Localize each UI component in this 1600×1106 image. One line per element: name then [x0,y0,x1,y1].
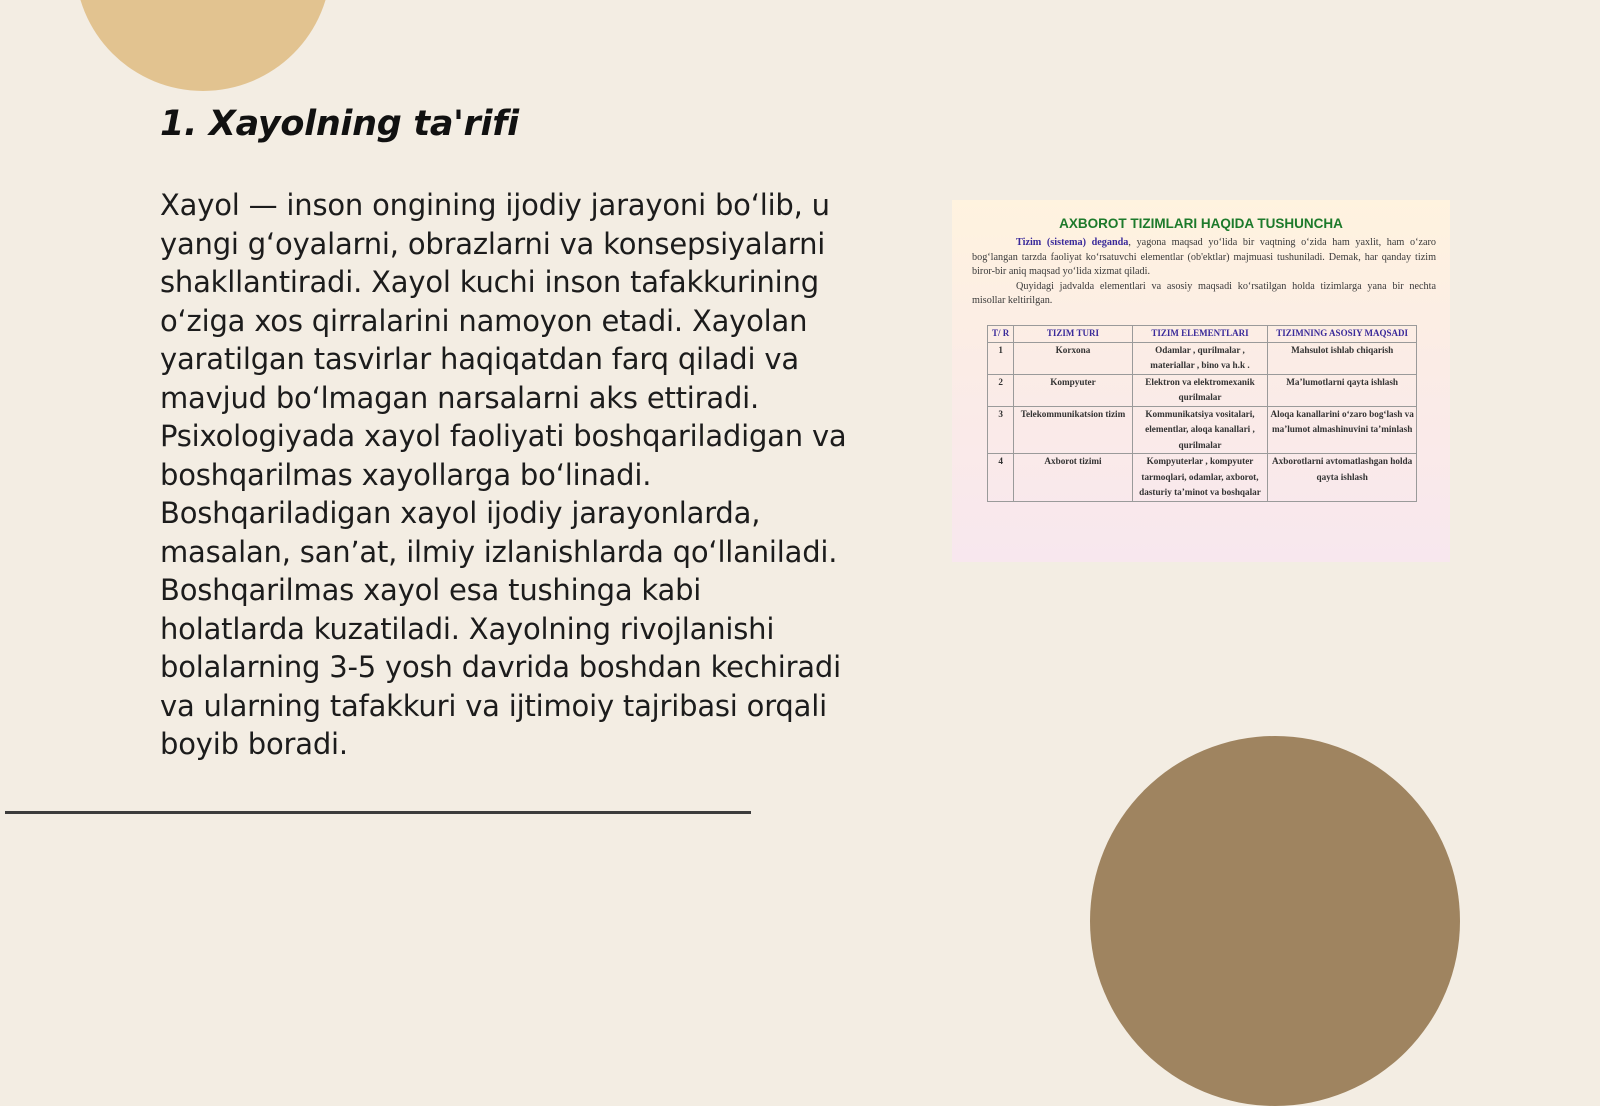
table-row [988,342,1417,374]
table-cell: Kommunikatsiya vositalari, elementlar, aloqa kanallari , qurilmalar [1132,406,1268,454]
table-row [988,454,1417,502]
slide-title: 1. Xayolning ta'rifi [160,104,519,144]
table-header-cell: TIZIM ELEMENTLARI [1132,326,1268,343]
table-row [988,406,1417,454]
table-cell: Elektron va elektromexanik qurilmalar [1132,374,1268,406]
document-heading: AXBOROT TIZIMLARI HAQIDA TUSHUNCHA [1059,216,1343,231]
document-paragraph-2: Quyidagi jadvalda elementlari va asosiy maqsadi ko‘rsatilgan holda tizimlarga yana bir nechta misollar keltirilgan. [972,280,1436,306]
table-cell: Mahsulot ishlab chiqarish [1268,342,1417,374]
decorative-circle-bottom [1090,736,1460,1106]
table-header-cell: TIZIM TURI [1014,326,1132,343]
document-paragraph [972,236,1436,309]
table-row [988,374,1417,406]
slide-body-text: Xayol — inson ongining ijodiy jarayoni bo‘lib, u yangi g‘oyalarni, obrazlarni va konsepsiyalarni shakllantiradi. Xayol kuchi inson tafakkurining o‘ziga xos qirralarini namoyon etadi. Xayolan yaratilgan tasvirlar haqiqatdan farq qiladi va mavjud bo‘lmagan narsalarni aks ettiradi. Psixologiyada xayol faoliyati boshqariladigan va boshqarilmas xayollarga bo‘linadi. Boshqariladigan xayol ijodiy jarayonlarda, masalan, san’at, ilmiy izlanishlarda qo‘llaniladi. Boshqarilmas xayol esa tushinga kabi holatlarda kuzatiladi. Xayolning rivojlanishi bolalarning 3-5 yosh davrida boshdan kechiradi va ularning tafakkuri va ijtimoiy tajribasi orqali boyib boradi. [160,188,847,761]
table-cell: Ma’lumotlarni qayta ishlash [1268,374,1417,406]
table-cell: Axborot tizimi [1014,454,1132,502]
table-header-cell: T/ R [988,326,1014,343]
table-cell: Odamlar , qurilmalar , materiallar , bino va h.k . [1132,342,1268,374]
document-table [987,325,1417,502]
table-cell: 4 [988,454,1014,502]
table-cell: 1 [988,342,1014,374]
table-cell: Axborotlarni avtomatlashgan holda qayta ishlash [1268,454,1417,502]
document-paragraph-1: , yagona maqsad yo‘lida bir vaqtning o‘zida ham yaxlit, ham o‘zaro bog‘langan tarzda faoliyat ko‘rsatuvchi elementlar (ob'ektlar) majmuasi tushuniladi. Demak, har qanday tizim biror-bir aniq maqsad yo‘lida xizmat qiladi. [972,237,1436,277]
table-cell: Aloqa kanallarini o‘zaro bog‘lash va ma’lumot almashinuvini ta’minlash [1268,406,1417,454]
table-cell: 3 [988,406,1014,454]
table-header-cell: TIZIMNING ASOSIY MAQSADI [1268,326,1417,343]
table-cell: Kompyuter [1014,374,1132,406]
table-cell: 2 [988,374,1014,406]
table-cell: Korxona [1014,342,1132,374]
table-cell: Telekommunikatsion tizim [1014,406,1132,454]
document-image [952,200,1450,562]
table-cell: Kompyuterlar , kompyuter tarmoqlari, odamlar, axborot, dasturiy ta’minot va boshqalar [1132,454,1268,502]
divider-line [5,811,751,814]
table-header-row [988,326,1417,343]
decorative-circle-top [75,0,331,91]
document-lead-term: Tizim (sistema) deganda [1016,237,1129,248]
